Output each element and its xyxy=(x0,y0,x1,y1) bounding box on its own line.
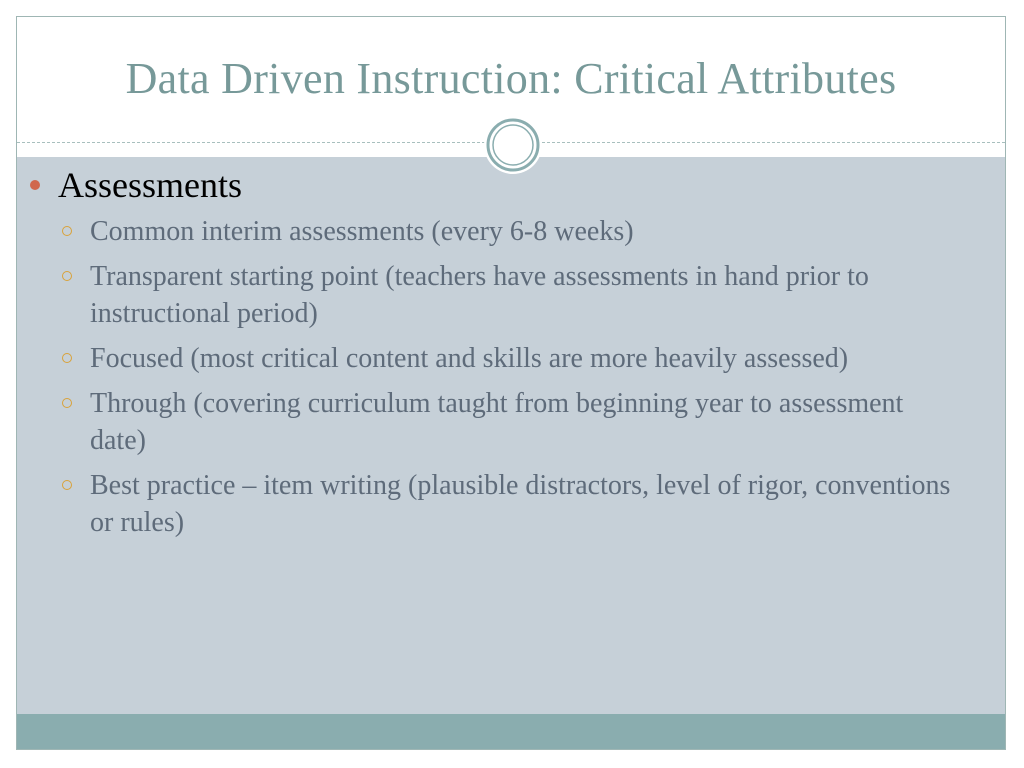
heading-text: Assessments xyxy=(58,165,243,205)
hollow-circle-bullet-icon xyxy=(62,271,72,281)
list-item-text: Common interim assessments (every 6-8 weeks) xyxy=(90,216,634,247)
footer-bar xyxy=(17,714,1005,749)
heading-bullet-item xyxy=(30,164,242,206)
sub-bullet-list xyxy=(60,213,960,549)
hollow-circle-bullet-icon xyxy=(62,226,72,236)
list-item xyxy=(60,385,960,459)
list-item xyxy=(60,258,960,332)
hollow-circle-bullet-icon xyxy=(62,480,72,490)
list-item-text: Transparent starting point (teachers have assessments in hand prior to instructional period) xyxy=(90,261,869,329)
double-ring-circle-icon xyxy=(483,115,543,175)
list-item xyxy=(60,467,960,541)
hollow-circle-bullet-icon xyxy=(62,353,72,363)
list-item-text: Best practice – item writing (plausible distractors, level of rigor, conventions or rules) xyxy=(90,470,951,538)
filled-circle-bullet-icon xyxy=(30,180,40,190)
list-item xyxy=(60,340,960,377)
list-item xyxy=(60,213,960,250)
list-item-text: Focused (most critical content and skills are more heavily assessed) xyxy=(90,343,849,374)
list-item-text: Through (covering curriculum taught from beginning year to assessment date) xyxy=(90,388,904,456)
hollow-circle-bullet-icon xyxy=(62,398,72,408)
slide-title: Data Driven Instruction: Critical Attributes xyxy=(125,54,897,103)
